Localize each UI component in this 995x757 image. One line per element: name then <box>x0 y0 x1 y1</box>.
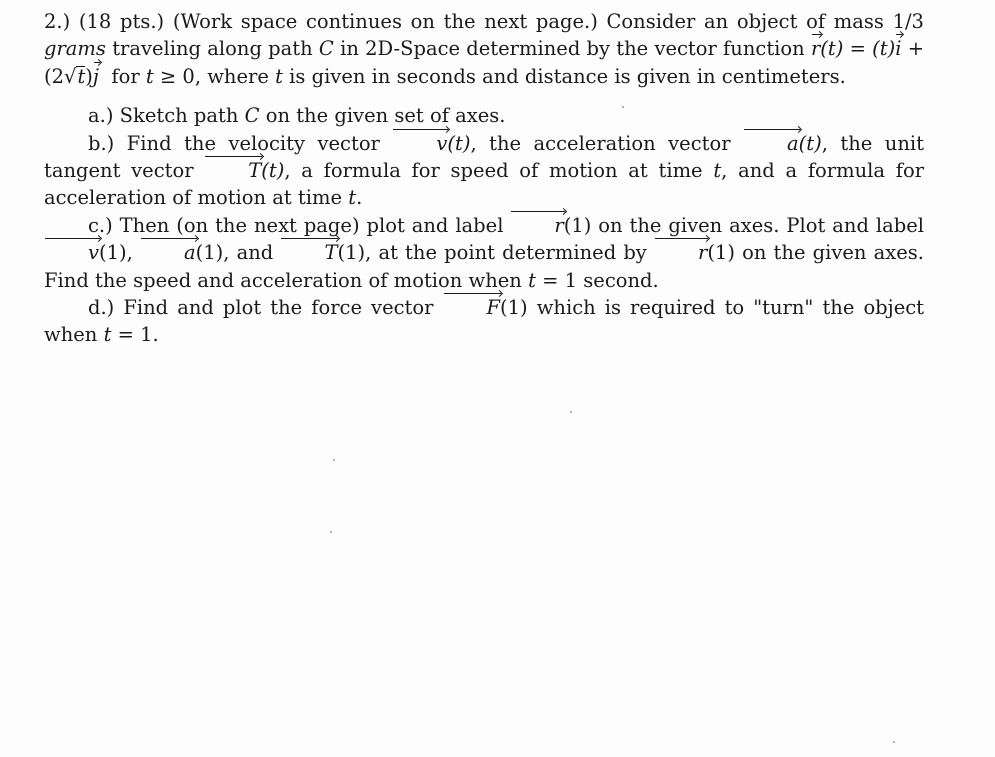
j-unit-vector: j <box>93 63 99 90</box>
sqrt-argument: t <box>77 64 86 88</box>
plus-sign: + <box>901 37 925 61</box>
where-rest: is given in seconds and distance is given in centimeters. <box>289 64 846 88</box>
where-t: t <box>275 64 283 88</box>
y-component-open: (2 <box>44 64 65 88</box>
r-vector-symbol: r <box>811 35 820 62</box>
v1-argument: (1), <box>99 241 133 265</box>
part-d-text-3: = 1. <box>117 323 159 347</box>
condition-rest: ≥ 0, where <box>159 64 269 88</box>
T-vector-symbol-c: T <box>280 239 337 266</box>
part-c <box>44 212 924 294</box>
i-unit-vector: i <box>895 35 901 62</box>
part-a-text-pre: Sketch path <box>119 104 239 128</box>
scan-speck <box>893 741 895 743</box>
problem-points: (18 pts.) <box>78 10 165 33</box>
r-vector-symbol-c2: r <box>654 239 707 266</box>
r1-argument: (1) <box>563 213 592 237</box>
part-a <box>44 102 924 129</box>
mass-value: 1/3 <box>892 10 924 33</box>
a-vector-symbol: a <box>743 130 799 157</box>
F-vector-symbol: F <box>443 294 501 321</box>
T-vector-symbol: T <box>204 157 261 184</box>
F1-argument: (1) <box>500 296 528 320</box>
part-d-t-var: t <box>103 323 112 347</box>
r-vector-symbol-c: r <box>510 212 563 239</box>
part-d <box>44 294 924 349</box>
path-name: C <box>318 37 334 61</box>
part-c-text-2: on the given axes. Plot and label <box>598 213 924 237</box>
a-vector-symbol-c: a <box>140 239 196 266</box>
part-b-text-6: . <box>356 186 363 210</box>
problem-number: 2.) <box>44 10 71 33</box>
space-text: in 2D-Space determined by the vector function <box>340 37 805 61</box>
x-component: (t) <box>872 37 896 61</box>
condition-for: for <box>111 64 140 88</box>
v-vector-symbol: v <box>392 130 447 157</box>
part-b-label: b.) <box>88 131 115 155</box>
sqrt-icon: √ <box>64 64 77 88</box>
part-a-label: a.) <box>88 104 114 128</box>
part-b-text-5: , and a formula for acceleration of motion at time <box>44 159 925 210</box>
a-argument: (t) <box>798 131 822 155</box>
v-vector-symbol-c: v <box>44 239 99 266</box>
part-b-t-var: t <box>713 159 722 183</box>
part-b-t-var-2: t <box>348 186 357 210</box>
part-b-text-3: , the unit tangent vector <box>44 131 924 183</box>
part-a-text-post: on the given set of axes. <box>265 104 506 128</box>
part-d-text-1: Find and plot the force vector <box>123 296 434 320</box>
r1-argument-2: (1) <box>707 241 735 265</box>
part-c-text-3: , at the point determined by <box>365 241 647 265</box>
part-d-text-2: which is required to "turn" the object when <box>44 296 925 347</box>
part-c-text-1: Then (on the next page) plot and label <box>119 213 504 237</box>
equals-sign: = <box>843 37 873 61</box>
part-a-path-name: C <box>244 104 260 128</box>
v-argument: (t) <box>447 131 471 155</box>
part-c-t-var: t <box>528 268 536 292</box>
scan-speck <box>570 411 572 413</box>
mass-unit: grams <box>44 37 106 61</box>
r-argument: (t) <box>820 37 844 61</box>
problem-2 <box>44 8 924 349</box>
T1-argument: (1) <box>337 241 366 265</box>
part-c-label: c.) <box>88 213 113 237</box>
part-c-text-4: on the given axes. Find the speed and acceleration of motion when <box>44 241 924 292</box>
path-text: traveling along path <box>112 37 313 61</box>
problem-intro <box>44 8 924 90</box>
condition-t: t <box>145 64 154 88</box>
scan-speck <box>622 106 624 108</box>
scan-speck <box>333 459 335 461</box>
part-d-label: d.) <box>88 296 115 320</box>
problem-note: (Work space continues on the next page.) <box>172 10 598 33</box>
part-b-text-4: , a formula for speed of motion at time <box>284 159 703 183</box>
y-component-close: ) <box>85 64 93 88</box>
part-b-text-1: Find the velocity vector <box>126 131 380 155</box>
scan-speck <box>330 531 332 533</box>
part-b <box>44 130 924 212</box>
a1-argument: (1), and <box>195 241 274 265</box>
part-b-text-2: , the acceleration vector <box>470 131 731 155</box>
part-c-text-5: = 1 second. <box>542 268 659 292</box>
intro-lead: Consider an object of mass <box>606 10 884 33</box>
T-argument: (t) <box>261 159 285 183</box>
